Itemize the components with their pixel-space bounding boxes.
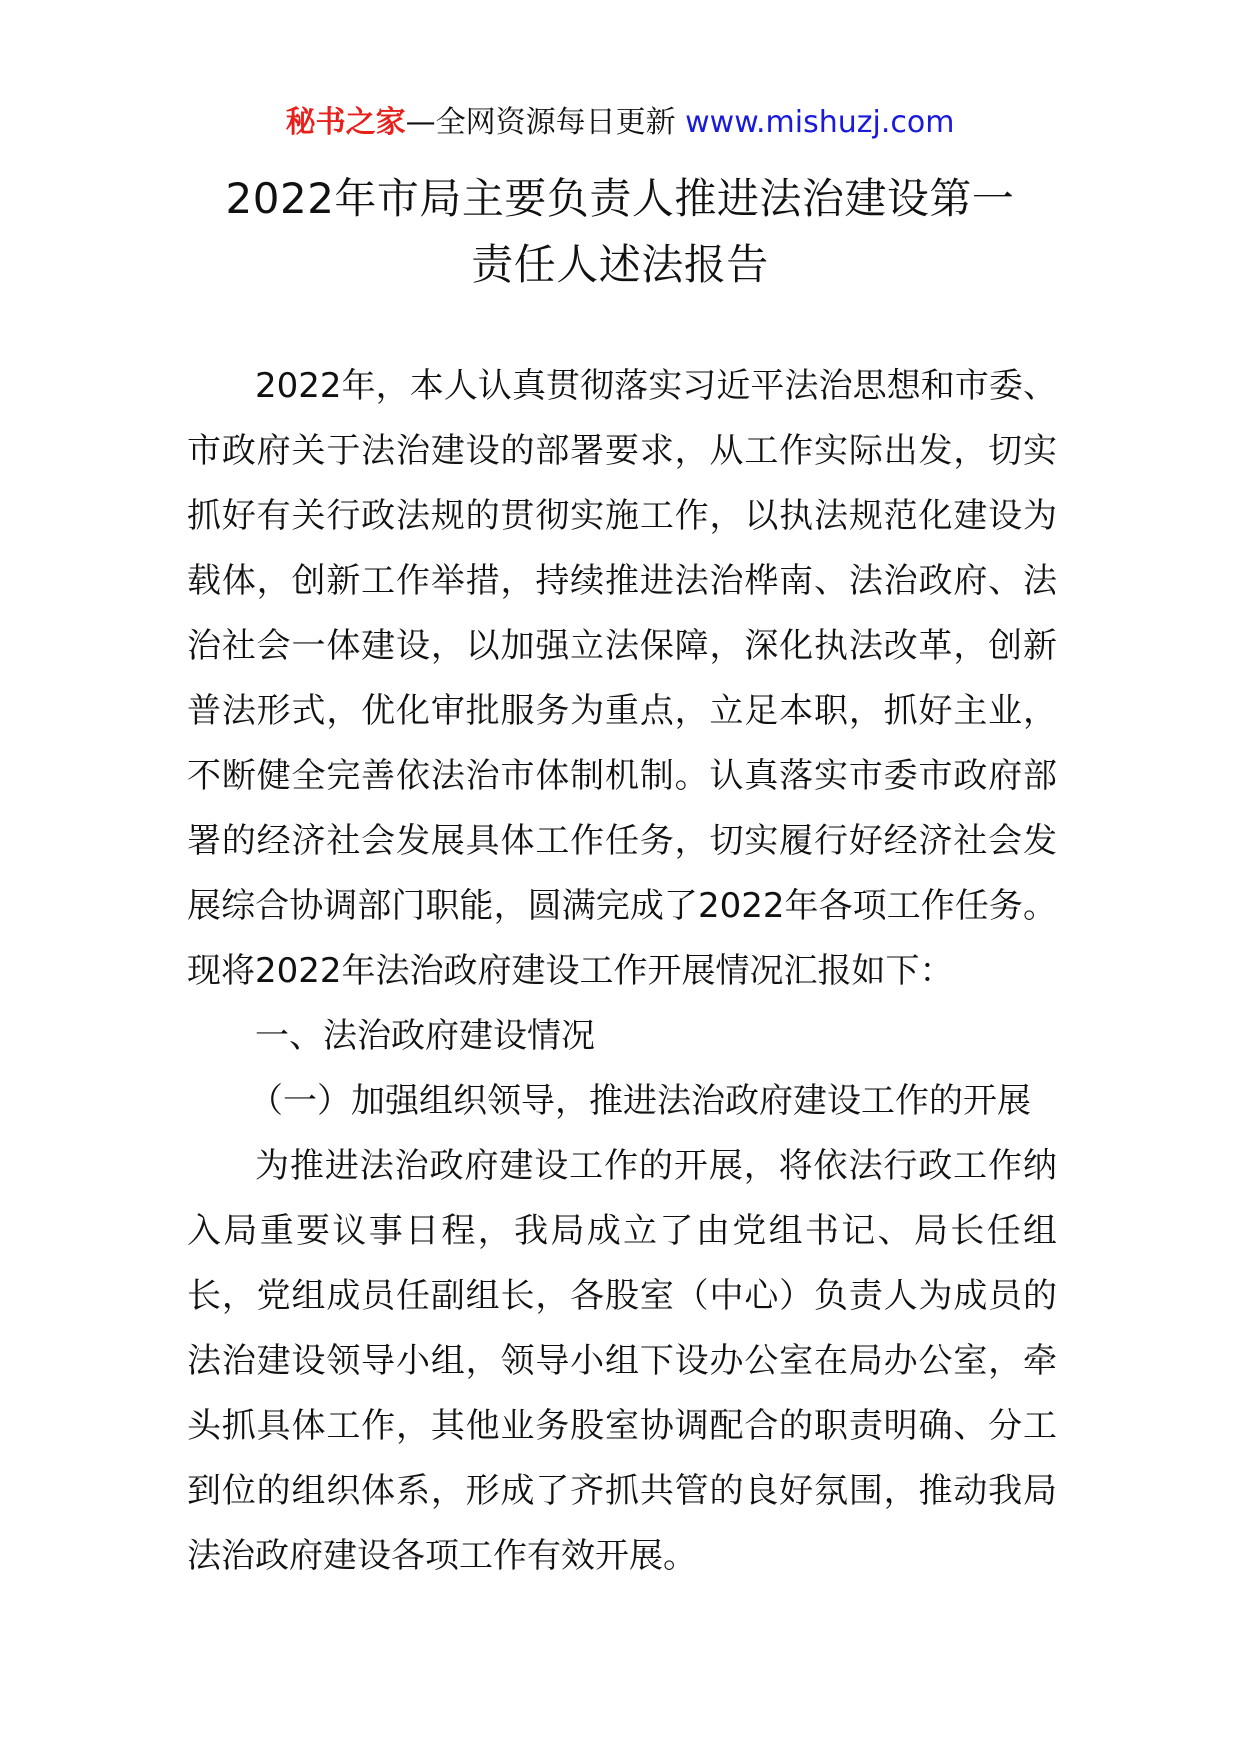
document-body — [187, 354, 1057, 1589]
document-title — [150, 166, 1090, 298]
title-line-2: 责任人述法报告 — [471, 240, 769, 289]
subsection-paragraph: 为推进法治政府建设工作的开展，将依法行政工作纳入局重要议事日程，我局成立了由党组书记、局长任组长，党组成员任副组长，各股室（中心）负责人为成员的法治建设领导小组，领导小组下设办公室在局办公室，牵头抓具体工作，其他业务股室协调配合的职责明确、分工到位的组织体系，形成了齐抓共管的良好氛围，推动我局法治政府建设各项工作有效开展。 — [187, 1146, 1057, 1576]
site-brand: 秘书之家 — [285, 105, 406, 140]
site-header — [0, 101, 1240, 145]
section-heading: 一、法治政府建设情况 — [255, 1016, 595, 1056]
site-tagline: —全网资源每日更新 — [405, 105, 686, 140]
title-line-1: 2022年市局主要负责人推进法治建设第一 — [225, 174, 1015, 223]
site-url-link[interactable]: www.mishuzj.com — [685, 105, 955, 140]
subsection-heading: （一）加强组织领导，推进法治政府建设工作的开展 — [249, 1081, 1031, 1121]
intro-paragraph: 2022年，本人认真贯彻落实习近平法治思想和市委、市政府关于法治建设的部署要求，从工作实际出发，切实抓好有关行政法规的贯彻实施工作，以执法规范化建设为载体，创新工作举措，持续推进法治桦南、法治政府、法治社会一体建设，以加强立法保障，深化执法改革，创新普法形式，优化审批服务为重点，立足本职，抓好主业，不断健全完善依法治市体制机制。认真落实市委市政府部署的经济社会发展具体工作任务，切实履行好经济社会发展综合协调部门职能，圆满完成了2022年各项工作任务。现将2022年法治政府建设工作开展情况汇报如下： — [187, 366, 1057, 991]
